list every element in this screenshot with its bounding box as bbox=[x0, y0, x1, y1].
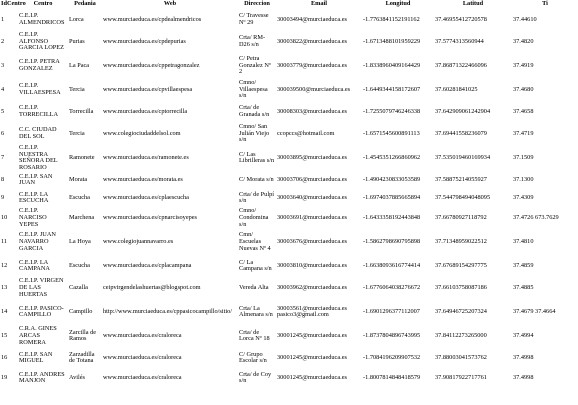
row-web: www.murciaeduca.es/craloreca bbox=[103, 354, 182, 362]
row-pedania: La Paca bbox=[69, 61, 90, 69]
row-direccion: C/ Grupo Escolar s/n bbox=[239, 350, 267, 365]
row-id: 6 bbox=[1, 129, 5, 137]
row-id: 15 bbox=[1, 332, 8, 340]
row-centro: C.E.I.P. ALFONSO GARCIA LOPEZ bbox=[19, 31, 64, 52]
row-web: www.colegiociudaddelsol.com bbox=[103, 129, 181, 137]
row-web: www.murciaeduca.es/cpdepurias bbox=[103, 37, 186, 45]
header-row bbox=[0, 0, 578, 9]
row-centro: C.E.I.P. PASICO-CAMPILLO bbox=[19, 304, 64, 319]
table-row bbox=[0, 229, 578, 255]
row-longitud: -1.6713488101959229 bbox=[363, 37, 421, 45]
row-tipo: 37.4885 bbox=[513, 284, 534, 292]
row-id: 5 bbox=[1, 107, 5, 115]
row-email: 300039500@murciaeduca.es bbox=[277, 85, 351, 93]
row-direccion: Cmno/ Condomina s/n bbox=[239, 207, 269, 228]
row-pedania: Campillo bbox=[69, 308, 93, 316]
col-header-web: Web bbox=[163, 0, 177, 8]
row-latitud: 37.58875214055927 bbox=[435, 176, 487, 184]
row-direccion: Cmn/ Escuelas Nuevas Nº 4 bbox=[239, 231, 271, 252]
row-direccion: Crta/ de Granada s/n bbox=[239, 104, 270, 118]
table-row bbox=[0, 145, 578, 171]
table-row bbox=[0, 347, 578, 369]
row-web: www.murciaeduca.es/cppetragonzalez bbox=[103, 61, 200, 69]
row-direccion: C/ Petra Gonzalez Nº 2 bbox=[239, 55, 271, 76]
row-centro: C.E.I.P. TORRECILLA bbox=[19, 104, 59, 118]
row-direccion: C/ La Campana s/n bbox=[239, 258, 272, 273]
row-id: 3 bbox=[1, 61, 5, 69]
row-longitud: -1.6433358192443848 bbox=[363, 214, 421, 222]
row-longitud: -1.4904230833053589 bbox=[363, 176, 421, 184]
row-tipo: 37.4994 bbox=[513, 332, 534, 340]
row-latitud: 37.67689154297775 bbox=[435, 262, 487, 270]
row-tipo: 37.1509 bbox=[513, 153, 534, 161]
row-direccion: C/ Las Librilleras s/n bbox=[239, 150, 275, 165]
row-latitud: 37.60281841025 bbox=[435, 85, 478, 93]
row-centro: C.E.I.P. LA ESCUCHA bbox=[19, 190, 49, 205]
table-row bbox=[0, 79, 578, 101]
row-longitud: -1.6974037885665894 bbox=[363, 194, 421, 202]
row-latitud: 37.535019460169934 bbox=[435, 153, 491, 161]
row-longitud: -1.4545351266860962 bbox=[363, 153, 421, 161]
row-longitud: -1.6776064038276672 bbox=[363, 284, 421, 292]
row-tipo: 37.4919 bbox=[513, 61, 534, 69]
row-tipo: 37.4309 bbox=[513, 194, 534, 202]
row-longitud: -1.6638093616774414 bbox=[363, 262, 421, 270]
row-latitud: 37.64946725207324 bbox=[435, 308, 487, 316]
row-latitud: 37.71348959022512 bbox=[435, 238, 487, 246]
row-pedania: Escucha bbox=[69, 262, 90, 270]
row-id: 12 bbox=[1, 262, 8, 270]
row-longitud: -1.6901296377112007 bbox=[363, 308, 420, 316]
row-direccion: C/ Travesse Nº 29 bbox=[239, 12, 269, 26]
row-centro: C.C. CIUDAD DEL SOL bbox=[19, 126, 57, 140]
row-id: 10 bbox=[1, 214, 8, 222]
row-centro: C.E.I.P. SAN MIGUEL bbox=[19, 350, 53, 365]
row-web: www.murciaeduca.es/cpvillaespesa bbox=[103, 85, 193, 93]
row-latitud: 37.88003041573762 bbox=[435, 354, 487, 362]
row-id: 9 bbox=[1, 194, 5, 202]
table-row bbox=[0, 171, 578, 189]
row-longitud: -1.6449344158172607 bbox=[363, 85, 421, 93]
row-email: 30003561@murciaeduca.es pasico3@gmail.com bbox=[277, 304, 347, 319]
row-tipo: 37.4679 37.4664 bbox=[513, 308, 556, 316]
row-id: 11 bbox=[1, 238, 8, 246]
table-row bbox=[0, 53, 578, 79]
row-web: www.murciaeduca.es/cpnarcisoyepes bbox=[103, 214, 198, 222]
table-row bbox=[0, 123, 578, 145]
row-pedania: Tercia bbox=[69, 85, 85, 93]
row-direccion: Cmno/ San Julián Viejo s/n bbox=[239, 123, 270, 144]
row-pedania: Purias bbox=[69, 37, 85, 45]
row-latitud: 37.86871322466096 bbox=[435, 61, 487, 69]
row-direccion: Crta/ de Pulpí s/n bbox=[239, 190, 274, 205]
row-tipo: 37.44610 bbox=[513, 15, 537, 23]
row-pedania: Tercia bbox=[69, 129, 85, 137]
row-pedania: Torrecilla bbox=[69, 107, 94, 115]
col-header-longitud: Longitud bbox=[385, 0, 411, 8]
row-pedania: Marchena bbox=[69, 214, 95, 222]
row-pedania: Zarcilla de Ramos bbox=[69, 328, 97, 343]
row-centro: C.E.I.P. JUAN NAVARRO GARCIA bbox=[19, 231, 56, 252]
table-row bbox=[0, 369, 578, 387]
row-web: www.murciaeduca.es/cpdealmendricos bbox=[103, 15, 202, 23]
col-header-direccion: Direccion bbox=[244, 0, 270, 8]
row-id: 14 bbox=[1, 308, 8, 316]
row-latitud: 37.84112273265000 bbox=[435, 332, 487, 340]
row-latitud: 37.66780927118792 bbox=[435, 214, 487, 222]
row-tipo: 37.4820 bbox=[513, 37, 534, 45]
table-body bbox=[0, 9, 578, 387]
row-latitud: 37.90817922717761 bbox=[435, 374, 487, 382]
row-id: 1 bbox=[1, 15, 5, 23]
row-direccion: Crta/ La Almenara s/n bbox=[239, 304, 273, 319]
table-row bbox=[0, 207, 578, 229]
row-pedania: Cazalla bbox=[69, 284, 88, 292]
table-row bbox=[0, 325, 578, 347]
row-centro: C.E.I.P. NUESTRA SEÑORA DEL ROSARIO bbox=[19, 144, 58, 171]
row-tipo: 37.4998 bbox=[513, 354, 534, 362]
row-latitud: 37.69441558236079 bbox=[435, 129, 487, 137]
col-header-latitud: Latitud bbox=[462, 0, 484, 8]
row-longitud: -1.8737804896743995 bbox=[363, 332, 421, 340]
row-longitud: -1.7255079746246338 bbox=[363, 107, 421, 115]
row-latitud: 37.544798494048095 bbox=[435, 194, 491, 202]
row-tipo: 37.4719 bbox=[513, 129, 534, 137]
table-row bbox=[0, 31, 578, 53]
row-web: ceipvirgendelashuertas@blogspot.com bbox=[103, 284, 201, 292]
row-id: 19 bbox=[1, 374, 8, 382]
row-web: www.murciaeduca.es/craloreca bbox=[103, 374, 182, 382]
row-latitud: 37.5774313560944 bbox=[435, 37, 484, 45]
col-header-id: IdCentro bbox=[1, 0, 26, 8]
row-email: 30001245@murciaeduca.es bbox=[277, 354, 347, 362]
row-centro: C.E.I.P. NARCISO YEPES bbox=[19, 207, 47, 228]
row-direccion: Cmno/ Villaespesa s/n bbox=[239, 79, 268, 100]
row-latitud: 37.642909061242904 bbox=[435, 107, 491, 115]
row-id: 2 bbox=[1, 37, 5, 45]
row-email: 30003962@murciaeduca.es bbox=[277, 284, 347, 292]
row-pedania: Lorca bbox=[69, 15, 84, 23]
row-pedania: Escucha bbox=[69, 194, 90, 202]
row-web: www.colegiojuannavarro.es bbox=[103, 238, 174, 246]
row-centro: C.E.I.P. ALMENDRICOS bbox=[19, 12, 65, 26]
row-email: 30001245@murciaeduca.es bbox=[277, 374, 347, 382]
row-pedania: La Hoya bbox=[69, 238, 91, 246]
col-header-tipo: Ti bbox=[542, 0, 548, 8]
row-pedania: Zarzadilla de Totana bbox=[69, 350, 95, 365]
row-direccion: Crta/ de Coy s/n bbox=[239, 370, 272, 385]
row-tipo: 37.4998 bbox=[513, 374, 534, 382]
col-header-centro: Centro bbox=[33, 0, 53, 8]
row-id: 4 bbox=[1, 85, 5, 93]
row-tipo: 37.4680 bbox=[513, 85, 534, 93]
table-row bbox=[0, 9, 578, 31]
row-pedania: Ramonete bbox=[69, 153, 95, 161]
row-email: 30003706@murciaeduca.es bbox=[277, 176, 347, 184]
row-web: www.murciaeduca.es/craloreca bbox=[103, 332, 182, 340]
col-header-email: Email bbox=[310, 0, 328, 8]
row-email: 30003779@murciaeduca.es bbox=[277, 61, 347, 69]
row-tipo: 37.4726 673.7629 bbox=[513, 214, 559, 222]
row-pedania: Morata bbox=[69, 176, 88, 184]
row-longitud: -1.7084196209907532 bbox=[363, 354, 421, 362]
col-header-pedania: Pedania bbox=[74, 0, 96, 8]
row-direccion: C/ Morata s/n bbox=[239, 176, 274, 184]
row-email: 30001245@murciaeduca.es bbox=[277, 332, 347, 340]
row-tipo: 37.4859 bbox=[513, 262, 534, 270]
row-email: 30003676@murciaeduca.es bbox=[277, 238, 347, 246]
row-web: http://www.murciaeduca.es/cppasicocampillo/sitio/ bbox=[103, 308, 232, 316]
row-centro: C.E.I.P. LA CAMPANA bbox=[19, 258, 50, 273]
row-email: 30003640@murciaeduca.es bbox=[277, 194, 347, 202]
row-centro: C.E.I.P. SAN JUAN bbox=[19, 172, 53, 187]
table-row bbox=[0, 189, 578, 207]
row-centro: C.E.I.P. PETRA GONZALEZ bbox=[19, 58, 60, 72]
table-row bbox=[0, 277, 578, 299]
table-row bbox=[0, 299, 578, 325]
row-web: www.murciaeduca.es/ramonete.es bbox=[103, 153, 189, 161]
row-email: 30003895@murciaeduca.es bbox=[277, 153, 347, 161]
row-tipo: 37.1300 bbox=[513, 176, 534, 184]
row-direccion: Crta/ RM-D26 s/n bbox=[239, 34, 266, 48]
row-latitud: 37.46955412720578 bbox=[435, 15, 487, 23]
table-row bbox=[0, 255, 578, 277]
row-direccion: Vereda Alta bbox=[239, 284, 269, 292]
row-web: www.murciaeduca.es/cplaescucha bbox=[103, 194, 189, 202]
row-longitud: -1.7763841152191162 bbox=[363, 15, 420, 23]
row-longitud: -1.8007814848418579 bbox=[363, 374, 421, 382]
row-longitud: -1.5862798690795898 bbox=[363, 238, 421, 246]
row-email: 30003691@murciaeduca.es bbox=[277, 214, 347, 222]
table-row bbox=[0, 101, 578, 123]
row-id: 7 bbox=[1, 153, 5, 161]
row-email: 30003494@murciaeduca.es bbox=[277, 15, 347, 23]
row-email: 30003822@murciaeduca.es bbox=[277, 37, 347, 45]
row-latitud: 37.66103758087186 bbox=[435, 284, 487, 292]
row-id: 16 bbox=[1, 354, 8, 362]
row-web: www.murciaeduca.es/morata.es bbox=[103, 176, 183, 184]
row-web: www.murciaeduca.es/cplacampana bbox=[103, 262, 192, 270]
row-email: 30003810@murciaeduca.es bbox=[277, 262, 347, 270]
row-tipo: 37.4658 bbox=[513, 107, 534, 115]
row-id: 8 bbox=[1, 176, 5, 184]
row-centro: C.R.A. GINES ARCAS ROMERA bbox=[19, 325, 57, 346]
row-pedania: Avilés bbox=[69, 374, 85, 382]
row-longitud: -1.6571545600891113 bbox=[363, 129, 420, 137]
row-centro: C.E.I.P. VILLAESPESA bbox=[19, 82, 61, 96]
row-tipo: 37.4810 bbox=[513, 238, 534, 246]
row-email: 30008303@murciaeduca.es bbox=[277, 107, 347, 115]
row-longitud: -1.8338960409164429 bbox=[363, 61, 421, 69]
row-web: www.murciaeduca.es/cptorrecilla bbox=[103, 107, 188, 115]
row-id: 13 bbox=[1, 284, 8, 292]
row-centro: C.E.I.P. VIRGEN DE LAS HUERTAS bbox=[19, 277, 64, 298]
row-centro: C.E.I.P. ANDRES MANJON bbox=[19, 370, 65, 385]
row-direccion: Crta/ de Lorca Nº 18 bbox=[239, 328, 270, 343]
row-email: ccopccs@hotmail.com bbox=[277, 129, 335, 137]
